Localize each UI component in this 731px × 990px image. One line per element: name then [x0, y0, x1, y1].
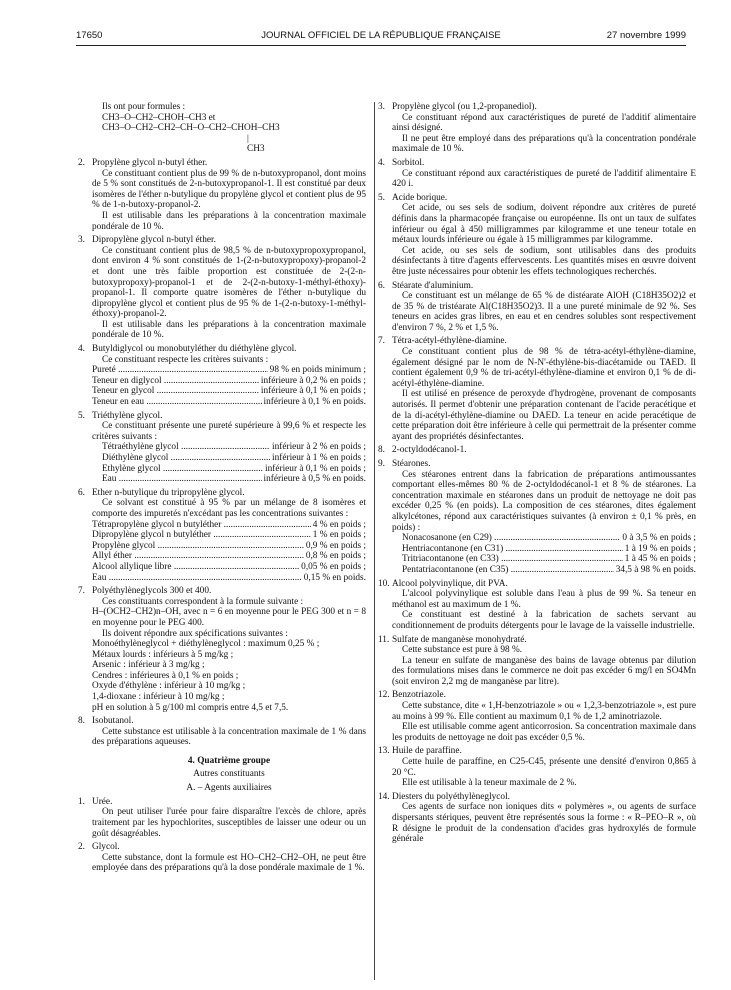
item-title: Alcool polyvinylique, dit PVA. — [392, 578, 508, 589]
spec-row — [102, 453, 366, 464]
spec-label: Tétrapropylène glycol n butyléther ..... — [92, 520, 311, 531]
spec-value: 1 % en poids ; — [312, 530, 366, 541]
spec-value: 1 à 19 % en poids ; — [624, 543, 696, 554]
item-title: Acide borique. — [392, 192, 448, 203]
item-title: Glycol. — [92, 842, 120, 853]
item-number: 3. — [378, 102, 385, 112]
paragraph: Ce solvant est constitué à 95 % par un mélange de 8 isomères et comporte des impuretés n'excédant pas les concentrations suivantes : — [92, 498, 366, 519]
header-rule — [76, 45, 686, 46]
list-item — [378, 690, 696, 743]
left-column — [78, 102, 366, 874]
spec-label: Eau ..... — [102, 474, 262, 485]
spec-label: Teneur en eau ..... — [92, 397, 262, 408]
list-item — [78, 796, 366, 839]
item-title: Ether n-butylique du tripropylène glycol. — [92, 487, 245, 498]
item-number: 2. — [78, 157, 85, 168]
spec-line: Arsenic : inférieur à 3 mg/kg ; — [92, 660, 205, 671]
paragraph: Elle est utilisable à la teneur maximale de 2 %. — [402, 778, 577, 789]
spec-label: Ethylène glycol ..... — [102, 464, 263, 475]
paragraph: Ce constituant répond aux caractéristiques de pureté de l'additif alimentaire ainsi désigné. — [392, 112, 696, 134]
paragraph: Ce constituant contient plus de 98 % de tétra-acétyl-éthylène-diamine, également désigné par le nom de N-N'-éthylène-bis-diacétamide ou TAED. Il contient également 0,9 % de tri-acétyl-éthylène-diamine et environ 0,1 % de di-acétyl-éthylène-diamine. — [392, 347, 696, 389]
spec-value: 0,15 % en poids. — [303, 572, 366, 583]
paragraph: La teneur en sulfate de manganèse des bains de lavage obtenus par dilution des formulations mises dans le commerce ne doit pas excéder 6 mg/l en SO4Mn (soit environ 2,2 mg de manganèse par litre). — [392, 655, 696, 687]
item-title: Isobutanol. — [92, 716, 134, 727]
spec-row — [402, 544, 696, 555]
formula-1: CH3–O–CH2–CHOH–CH3 et — [102, 112, 216, 123]
list-item — [378, 634, 696, 688]
item-number: 12. — [378, 690, 390, 701]
spec-row — [92, 573, 366, 584]
formula-2-bar: | — [247, 133, 249, 144]
spec-value: 34,5 à 98 % en poids. — [615, 564, 696, 575]
paragraph: Cet acide, ou ses sels de sodium, doivent répondre aux critères de pureté définis dans la pharmacopée française ou européenne. Ils ont un taux de sulfates inférieur ou égal à 450 milligrammes par kilogramme et une teneur totale en métaux lourds inférieure ou égale à 15 milligrammes par kilogramme. — [392, 203, 696, 246]
list-item — [378, 280, 696, 334]
list-item — [78, 842, 366, 874]
spec-row — [92, 376, 366, 387]
item-number: 4. — [78, 344, 85, 355]
spec-value: inférieure à 0,5 % en poids. — [263, 474, 366, 485]
spec-label: Alcool allylique libre ..... — [92, 562, 299, 573]
spec-value: inférieure à 0,1 % en poids. — [263, 397, 366, 408]
right-column — [378, 102, 696, 845]
spec-value: 98 % en poids minimum ; — [269, 365, 366, 376]
item-number: 8. — [78, 716, 85, 727]
paragraph: Cette substance, dite « 1,H-benzotriazole » ou « 1,2,3-benzotriazole », est pure au moins à 99 %. Elle contient au maximum 0,1 % de 1,2 aminotriazole. — [392, 701, 696, 722]
paragraph: Cette huile de paraffine, en C25-C45, présente une densité d'environ 0,865 à 20 °C. — [392, 757, 696, 778]
item-title: Propylène glycol n-butyl éther. — [92, 157, 208, 168]
item-number: 6. — [78, 487, 85, 498]
item-number: 7. — [78, 586, 85, 597]
spec-row — [92, 530, 366, 541]
item-number: 5. — [378, 192, 385, 203]
list-item — [378, 336, 696, 442]
item-number: 9. — [378, 459, 385, 469]
item-number: 3. — [78, 235, 85, 246]
spec-line: pH en solution à 5 g/100 ml compris entre 4,5 et 7,5. — [92, 702, 289, 713]
spec-line: 1,4-dioxane : inférieur à 10 mg/kg ; — [92, 692, 225, 703]
spec-row — [92, 520, 366, 531]
formula-2-branch: CH3 — [247, 144, 265, 155]
formula-2: CH3–O–CH2–CH2–CH–O–CH2–CHOH–CH3 — [102, 123, 280, 134]
spec-label: Teneur en diglycol ..... — [92, 376, 259, 387]
item-title: Tétra-acétyl-éthylène-diamine. — [392, 336, 507, 347]
list-item — [78, 586, 366, 713]
item-number: 11. — [378, 634, 390, 645]
paragraph: Cette substance, dont la formule est HO–CH2–CH2–OH, ne peut être employée dans des préparations qu'à la dose pondérale maximale de 1 %. — [92, 852, 366, 874]
item-title: Propylène glycol (ou 1,2-propanediol). — [392, 102, 537, 112]
item-title: Stéarones. — [392, 459, 431, 469]
column-divider — [374, 102, 375, 980]
spec-line: Cendres : inférieures à 0,1 % en poids ; — [92, 670, 239, 681]
spec-label: Eau ..... — [92, 573, 302, 584]
list-item — [78, 410, 366, 485]
formula: H–(OCH2–CH2)n–OH, avec n = 6 en moyenne pour le PEG 300 et n = 8 en moyenne pour le PEG 400. — [92, 607, 366, 628]
list-item — [78, 487, 366, 583]
item-title: Sulfate de manganèse monohydraté. — [392, 634, 527, 645]
spec-value: 0,8 % en poids ; — [305, 551, 366, 562]
item-title: Butyldiglycol ou monobutyléther du diéthylène glycol. — [92, 344, 297, 355]
spec-label: Pentatriacontanone (en C35) ..... — [402, 565, 614, 576]
spec-value: 0 à 3,5 % en poids ; — [622, 533, 696, 544]
formulas-intro: Ils ont pour formules : — [102, 102, 186, 112]
list-item — [378, 459, 696, 576]
spec-row — [102, 442, 366, 453]
spec-row — [102, 464, 366, 475]
paragraph: Cet acide, ou ses sels de sodium, sont utilisables dans des produits désinfectants à titre d'agents effervescents. Les quantités mises en œuvre doivent être juste nécessaires pour obtenir les effets technologiques recherchés. — [392, 245, 696, 277]
list-item — [378, 192, 696, 278]
spec-line: Oxyde d'éthylène : inférieur à 10 mg/kg ; — [92, 681, 246, 692]
list-item — [78, 235, 366, 341]
paragraph: Ce constituant est destiné à la fabrication de sachets servant au conditionnement de produits détergents pour le lavage de la vaisselle industrielle. — [392, 610, 696, 631]
list-item — [378, 746, 696, 789]
spec-value: 4 % en poids ; — [312, 519, 366, 530]
item-title: Benzotriazole. — [392, 690, 446, 701]
item-number: 1. — [78, 796, 85, 807]
item-title: Diesters du polyéthylèneglycol. — [392, 791, 510, 802]
item-number: 14. — [378, 791, 390, 802]
spec-value: 1 à 45 % en poids ; — [624, 554, 696, 565]
item-title: Triéthylène glycol. — [92, 410, 163, 421]
paragraph: Elle est utilisable comme agent anticorrosion. Sa concentration maximale dans les produits de nettoyage ne doit pas excéder 0,5 %. — [392, 722, 696, 743]
paragraph: Il est utilisé en présence de peroxyde d'hydrogène, provenant de composants autorisés. Il permet d'obtenir une préparation contenant de l'acide peracétique et de la di-acétyl-éthylène-diamine ou DAED. La teneur en acide peracétique de cette préparation doit être inférieure à celle qui permettrait de la présenter comme ayant des propriétés désinfectantes. — [392, 389, 696, 442]
subsubsection-heading: A. – Agents auxiliaires — [186, 783, 272, 794]
paragraph: L'alcool polyvinylique est soluble dans l'eau à plus de 99 %. Sa teneur en méthanol est au maximum de 1 %. — [392, 589, 696, 610]
journal-title: JOURNAL OFFICIEL DE LA RÉPUBLIQUE FRANÇAISE — [261, 30, 501, 41]
item-number: 2. — [78, 842, 85, 853]
spec-label: Hentriacontanone (en C31) ..... — [402, 544, 623, 555]
spec-value: inférieure à 0,1 % en poids ; — [260, 386, 366, 397]
item-title: Urée. — [92, 796, 113, 807]
spec-label: Nonacosanone (en C29) ..... — [402, 533, 620, 544]
spec-value: inférieure à 0,2 % en poids ; — [260, 375, 366, 386]
spec-label: Tritriacontanone (en C33) ..... — [402, 554, 623, 565]
spec-row — [92, 541, 366, 552]
spec-value: inférieur à 2 % en poids ; — [272, 442, 366, 453]
spec-value: 0,05 % en poids ; — [301, 561, 366, 572]
list-item — [78, 716, 366, 748]
spec-label: Pureté ..... — [92, 365, 268, 376]
spec-row — [92, 397, 366, 408]
item-title: Huile de paraffine. — [392, 746, 462, 757]
spec-line: Métaux lourds : inférieurs à 5 mg/kg ; — [92, 649, 234, 660]
paragraph: Il ne peut être employé dans des préparations qu'à la concentration pondérale maximale de 10 %. — [392, 133, 696, 155]
item-title: Dipropylène glycol n-butyl éther. — [92, 235, 216, 246]
spec-row — [102, 474, 366, 485]
list-item — [378, 157, 696, 190]
spec-label: Diéthylène glycol ..... — [102, 453, 270, 464]
spec-value: inférieur à 1 % en poids ; — [272, 453, 366, 463]
paragraph: Cette substance est utilisable à la concentration maximale de 1 % dans des préparations aqueuses. — [92, 726, 366, 748]
paragraph: Ce constituant respecte les critères suivants : — [102, 354, 269, 365]
paragraph: Ce constituant répond aux caractéristiques de pureté de l'additif alimentaire E 420 i. — [392, 168, 696, 190]
spec-label: Propylène glycol ..... — [92, 541, 304, 552]
spec-row — [402, 554, 696, 565]
item-title: Sorbitol. — [392, 157, 425, 168]
spec-value: inférieur à 0,1 % en poids ; — [265, 463, 366, 474]
item-number: 10. — [378, 578, 390, 589]
section-heading: 4. Quatrième groupe — [187, 756, 271, 767]
page-number: 17650 — [76, 30, 103, 41]
paragraph: Il est utilisable dans les préparations à la concentration maximale pondérale de 10 %. — [92, 319, 366, 341]
subsection-heading: Autres constituants — [193, 768, 265, 779]
spec-label: Allyl éther ..... — [92, 551, 304, 562]
paragraph: Ils doivent répondre aux spécifications suivantes : — [102, 628, 288, 639]
page-header — [76, 30, 686, 44]
list-item — [378, 102, 696, 155]
issue-date: 27 novembre 1999 — [606, 30, 686, 41]
item-title: 2-octyldodécanol-1. — [392, 445, 467, 456]
item-number: 8. — [378, 445, 385, 456]
item-number: 7. — [378, 336, 385, 347]
paragraph: Ces stéarones entrent dans la fabrication de préparations antimoussantes comportant elles-mêmes 80 % de 2-octyldodécanol-1 et 8 % de stéarones. La concentration maximale en stéarones dans un produit de nettoyage ne doit pas excéder 0,25 % (en poids). La composition de ces stéarones, dites également alkylcétones, répond aux caractéristiques suivantes (à environ ± 0,1 % près, en poids) : — [392, 469, 696, 533]
spec-row — [92, 551, 366, 562]
list-item — [378, 445, 696, 456]
item-number: 4. — [378, 157, 385, 168]
item-number: 5. — [78, 410, 85, 421]
paragraph: Il est utilisable dans les préparations à la concentration maximale pondérale de 10 %. — [92, 210, 366, 232]
item-title: Stéarate d'aluminium. — [392, 280, 474, 291]
paragraph: Ce constituant présente une pureté supérieure à 99,6 % et respecte les critères suivants : — [92, 421, 366, 442]
list-item — [378, 791, 696, 845]
item-number: 13. — [378, 746, 390, 757]
paragraph: On peut utiliser l'urée pour faire disparaître l'excès de chlore, après traitement par les hypochlorites, susceptibles de laisser une odeur ou un goût désagréables. — [92, 807, 366, 839]
item-number: 6. — [378, 280, 385, 291]
spec-label: Dipropylène glycol n butyléther ..... — [92, 530, 311, 541]
paragraph: Ces constituants correspondent à la formule suivante : — [102, 596, 304, 607]
paragraph: Cette substance est pure à 98 %. — [402, 645, 523, 656]
paragraph: Ce constituant est un mélange de 65 % de distéarate AlOH (C18H35O2)2 et de 35 % de tristéarate Al(C18H35O2)3. Il a une pureté minimale de 92 %. Ses teneurs en acides gras libres, en eau et en cendres solubles sont respectivement d'environ 7 %, 2 % et 1,5 %. — [392, 291, 696, 333]
spec-row — [92, 562, 366, 573]
spec-label: Teneur en glycol ..... — [92, 386, 259, 397]
spec-row — [92, 365, 366, 376]
item-title: Polyéthylèneglycols 300 et 400. — [92, 586, 212, 597]
paragraph: Ces agents de surface non ioniques dits « polymères », ou agents de surface dispersants stériques, peuvent être représentés sous la forme : « R–PEO–R », où R désigne le produit de la condensation d'acides gras hydroxylés de formule générale — [392, 802, 696, 845]
list-item — [378, 578, 696, 632]
spec-value: 0,9 % en poids ; — [305, 540, 366, 551]
paragraph: Ce constituant contient plus de 99 % de n-butoxypropanol, dont moins de 5 % sont constitués de 2-n-butoxypropanol-1. Il est constitué par deux isomères de l'éther n-butylique du propylène glycol et contient plus de 95 % de 1-n-butoxy-propanol-2. — [92, 168, 366, 211]
spec-row — [92, 386, 366, 397]
spec-row — [402, 565, 696, 576]
spec-label: Tétraéthylène glycol ..... — [102, 442, 270, 453]
paragraph: Ce constituant contient plus de 98,5 % de n-butoxypropoxypropanol, dont environ 4 % sont constitués de 1-(2-n-butoxypropoxy)-propanol-2 et dont une très faible proportion est constituée de 2-(2-n-butoxypropoxy)-propanol-1 et de 2-(2-n-butoxy-1-méthyl-éthoxy)-propanol-1. Il comporte quatre isomères de l'éther n-butylique du dipropylène glycol et contient plus de 95 % de 1-(2-n-butoxy-1-méthyl-éthoxy)-propanol-2. — [92, 245, 366, 320]
spec-line: Monoéthylèneglycol + diéthylèneglycol : maximum 0,25 % ; — [92, 639, 320, 650]
spec-row — [402, 533, 696, 544]
list-item — [78, 344, 366, 408]
list-item — [78, 157, 366, 232]
